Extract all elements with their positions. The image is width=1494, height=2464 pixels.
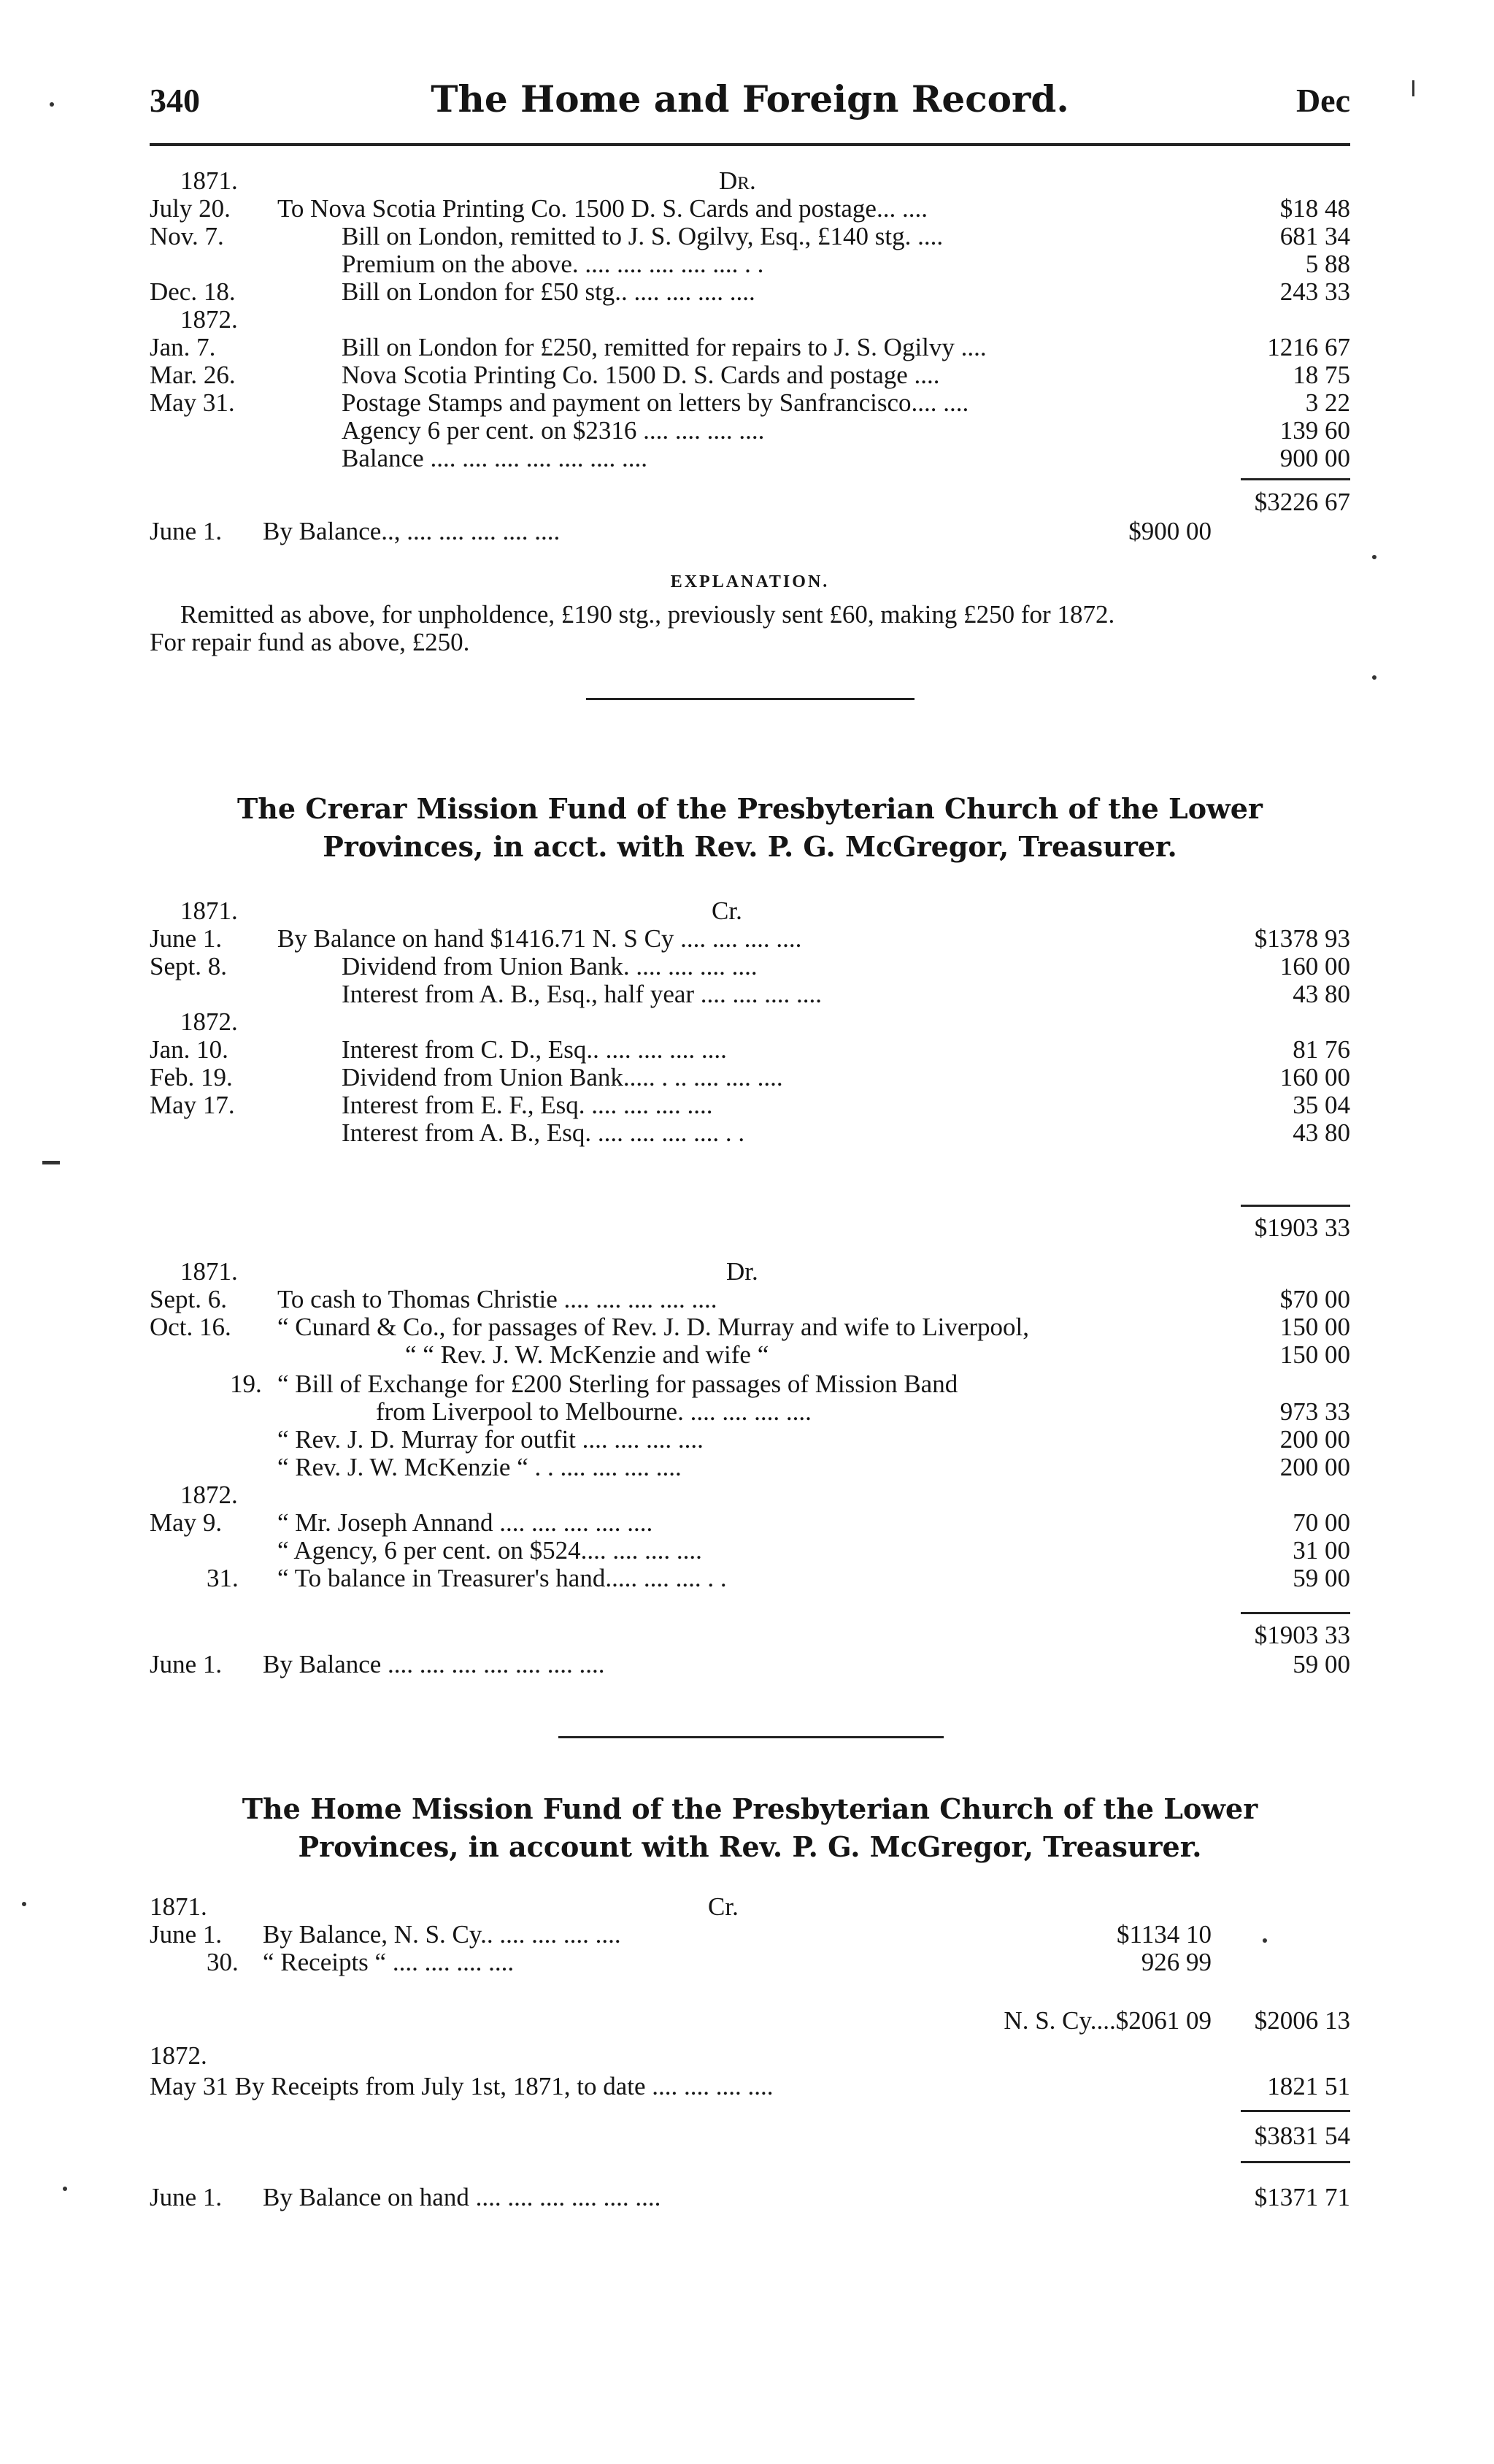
ledger-row: June 1. By Balance, N. S. Cy.. .... .... .... .... $1134 10 [150, 1920, 1212, 1949]
ledger-row: from Liverpool to Melbourne. .... .... .... .... 973 33 [376, 1397, 1350, 1426]
cr-label: Cr. [708, 1892, 739, 1921]
journal-title: The Home and Foreign Record. [431, 77, 1069, 120]
year-label: 1871. Cr. [150, 1892, 739, 1921]
year-label: 1872. [150, 2041, 207, 2070]
ledger-row: Jan. 10. Interest from C. D., Esq.. .... .... .... .... 81 76 [150, 1035, 1350, 1064]
ledger-row: 30. “ Receipts “ .... .... .... .... 926 99 [207, 1948, 1212, 1976]
year-label: 1872. [180, 305, 238, 334]
ledger-row: Sept. 6. To cash to Thomas Christie .... .... .... .... .... $70 00 [150, 1285, 1350, 1313]
ledger-total: $1903 33 [1254, 1213, 1350, 1242]
section-divider [558, 1736, 944, 1738]
scan-speck [63, 2187, 67, 2191]
issue-month: Dec [1295, 82, 1350, 119]
section-title: Provinces, in acct. with Rev. P. G. McGregor, Treasurer. [323, 830, 1177, 863]
scan-speck [1412, 80, 1414, 96]
ledger-row: Sept. 8. Dividend from Union Bank. .... .... .... .... 160 00 [150, 952, 1350, 980]
sum-rule [1241, 2110, 1350, 2112]
header-rule [150, 143, 1350, 146]
document-page [150, 0, 1350, 2464]
dr-label: Dr. [726, 1257, 758, 1286]
ledger-row: Balance .... .... .... .... .... .... .... 900 00 [342, 444, 1350, 472]
ledger-row: Nov. 7. Bill on London, remitted to J. S. Ogilvy, Esq., £140 stg. .... 681 34 [150, 222, 1350, 250]
ledger-row: Premium on the above. .... .... .... .... .... . . 5 88 [342, 250, 1350, 278]
scan-speck [1372, 675, 1376, 680]
balance-row: June 1. By Balance on hand .... .... .... .... .... .... $1371 71 [150, 2183, 1350, 2211]
scan-speck [22, 1902, 26, 1906]
sum-rule [1241, 1205, 1350, 1207]
sum-rule [1241, 1612, 1350, 1614]
cr-label: Cr. [712, 897, 742, 925]
scan-speck [1263, 1938, 1267, 1943]
ledger-total: $1903 33 [1254, 1621, 1350, 1649]
ledger-row: Interest from A. B., Esq. .... .... .... .... . . 43 80 [342, 1118, 1350, 1147]
section-title: The Crerar Mission Fund of the Presbyterian Church of the Lower [237, 792, 1263, 825]
scan-speck [1372, 555, 1376, 559]
ledger-row: Mar. 26. Nova Scotia Printing Co. 1500 D. S. Cards and postage .... 18 75 [150, 361, 1350, 389]
balance-row: June 1. By Balance .... .... .... .... .... .... .... 59 00 [150, 1650, 1350, 1678]
scan-speck [42, 1161, 60, 1164]
ledger-row: 19. “ Bill of Exchange for £200 Sterling for passages of Mission Band [230, 1370, 958, 1398]
ledger-row: 31. “ To balance in Treasurer's hand..... .... .... . . 59 00 [207, 1564, 1350, 1592]
sum-rule [1241, 478, 1350, 480]
ledger-row: Agency 6 per cent. on $2316 .... .... .... .... 139 60 [342, 416, 1350, 445]
sum-rule [1241, 2161, 1350, 2163]
dr-label: Dr. [719, 166, 756, 195]
ledger-row: July 20. To Nova Scotia Printing Co. 1500 D. S. Cards and postage... .... $18 48 [150, 194, 1350, 223]
ledger-row: May 31 By Receipts from July 1st, 1871, to date .... .... .... .... 1821 51 [150, 2072, 1350, 2100]
ledger-row: “ Rev. J. W. McKenzie “ . . .... .... .... .... 200 00 [277, 1453, 1350, 1481]
ledger-row: Oct. 16. “ Cunard & Co., for passages of Rev. J. D. Murray and wife to Liverpool, 150 00 [150, 1313, 1350, 1341]
ledger-row: “ “ Rev. J. W. McKenzie and wife “ 150 00 [405, 1340, 1350, 1369]
ledger-row: Jan. 7. Bill on London for £250, remitted for repairs to J. S. Ogilvy .... 1216 67 [150, 333, 1350, 361]
subtotal-row: N. S. Cy....$2061 09 $2006 13 [1004, 2006, 1350, 2035]
ledger-row: May 17. Interest from E. F., Esq. .... .... .... .... 35 04 [150, 1091, 1350, 1119]
ledger-row: Feb. 19. Dividend from Union Bank..... . .. .... .... .... 160 00 [150, 1063, 1350, 1091]
year-label: 1872. [180, 1008, 238, 1036]
explanation-text: Remitted as above, for unpholdence, £190 stg., previously sent £60, making £250 for 1872. [180, 600, 1115, 629]
ledger-total: $3831 54 [1254, 2122, 1350, 2150]
section-divider [586, 698, 915, 700]
ledger-row: “ Rev. J. D. Murray for outfit .... .... .... .... 200 00 [277, 1425, 1350, 1454]
ledger-row: Dec. 18. Bill on London for £50 stg.. .... .... .... .... 243 33 [150, 277, 1350, 306]
section-title: Provinces, in account with Rev. P. G. McGregor, Treasurer. [298, 1830, 1202, 1863]
scan-speck [50, 102, 54, 107]
balance-row: June 1. By Balance.., .... .... .... .... .... $900 00 [150, 517, 1212, 545]
ledger-row: May 9. “ Mr. Joseph Annand .... .... .... .... .... 70 00 [150, 1508, 1350, 1537]
explanation-heading: EXPLANATION. [670, 572, 830, 591]
explanation-text: For repair fund as above, £250. [150, 628, 470, 656]
ledger-total: $3226 67 [1254, 488, 1350, 516]
year-label: 1872. [180, 1481, 238, 1509]
ledger-row: May 31. Postage Stamps and payment on letters by Sanfrancisco.... .... 3 22 [150, 388, 1350, 417]
year-label: 1871. Dr. [180, 166, 756, 195]
year-label: 1871. Dr. [180, 1257, 758, 1286]
page-number: 340 [150, 82, 200, 119]
page-header [150, 77, 1350, 130]
year-label: 1871. Cr. [180, 897, 742, 925]
section-title: The Home Mission Fund of the Presbyterian Church of the Lower [242, 1792, 1258, 1825]
ledger-row: June 1. By Balance on hand $1416.71 N. S Cy .... .... .... .... $1378 93 [150, 924, 1350, 953]
ledger-row: “ Agency, 6 per cent. on $524.... .... .... .... 31 00 [277, 1536, 1350, 1565]
ledger-row: Interest from A. B., Esq., half year .... .... .... .... 43 80 [342, 980, 1350, 1008]
